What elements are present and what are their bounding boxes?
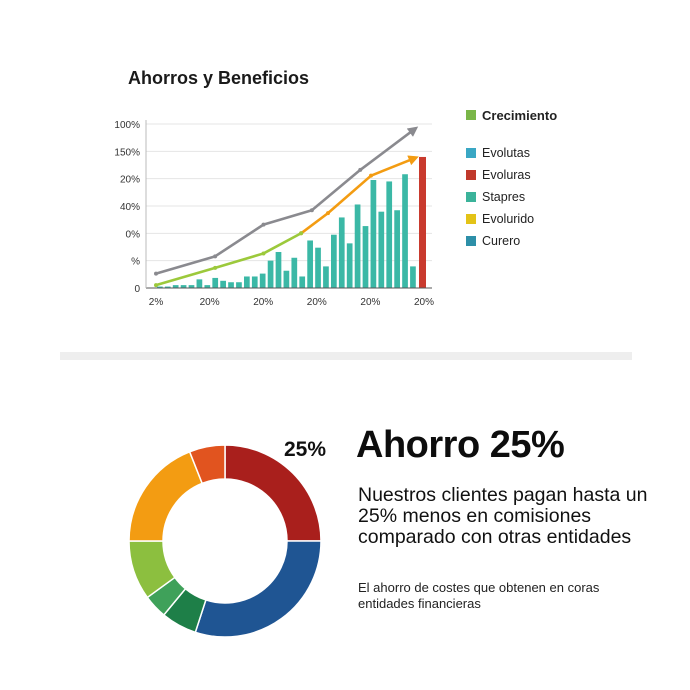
bar bbox=[355, 204, 361, 288]
bar bbox=[394, 210, 400, 288]
bar bbox=[371, 180, 377, 288]
line-point bbox=[262, 223, 266, 227]
bar bbox=[315, 248, 321, 288]
legend-label: Curero bbox=[482, 234, 521, 248]
x-tick-label: 20% bbox=[306, 297, 327, 308]
line-point bbox=[412, 156, 416, 160]
chart-legend bbox=[466, 104, 557, 252]
line-point bbox=[213, 254, 217, 258]
savings-description: Nuestros clientes pagan hasta un 25% menos en comisiones comparado con otras entidades bbox=[358, 484, 648, 548]
y-tick-label: 0 bbox=[134, 284, 140, 295]
x-tick-label: 20% bbox=[253, 297, 274, 308]
x-tick-label: 20% bbox=[199, 297, 220, 308]
line-point bbox=[154, 283, 158, 287]
bar bbox=[268, 261, 274, 288]
savings-headline: Ahorro 25% bbox=[356, 424, 565, 466]
legend-item bbox=[466, 164, 557, 186]
y-tick-label: 150% bbox=[114, 147, 140, 159]
bar bbox=[386, 181, 392, 288]
y-axis-ticks bbox=[114, 120, 140, 295]
bar bbox=[378, 212, 384, 288]
legend-label: Evolurido bbox=[482, 212, 535, 226]
bar bbox=[299, 276, 305, 288]
bar bbox=[402, 174, 408, 288]
bar bbox=[276, 252, 282, 288]
x-tick-label: 20% bbox=[413, 297, 435, 308]
legend-item bbox=[466, 208, 557, 230]
line-point bbox=[358, 168, 362, 172]
legend-swatch bbox=[466, 214, 476, 224]
legend-item bbox=[466, 186, 557, 208]
savings-donut-chart bbox=[120, 436, 330, 646]
highlight-bar bbox=[419, 157, 426, 288]
bar bbox=[212, 278, 218, 288]
legend-item bbox=[466, 230, 557, 252]
y-tick-label: 40% bbox=[119, 202, 140, 213]
bar bbox=[220, 281, 226, 288]
legend-label: Evolutas bbox=[482, 146, 530, 160]
donut-percentage-label: 25% bbox=[284, 438, 327, 461]
bar bbox=[260, 274, 266, 288]
line-point bbox=[310, 208, 314, 212]
line-point bbox=[154, 272, 158, 276]
legend-label: Evoluras bbox=[482, 168, 531, 182]
y-tick-label: 20% bbox=[119, 174, 140, 186]
legend-label: Stapres bbox=[482, 190, 526, 204]
line-point bbox=[213, 266, 217, 270]
bars bbox=[157, 157, 426, 288]
legend-header-swatch bbox=[466, 110, 476, 120]
bar bbox=[339, 217, 345, 288]
legend-header-label: Crecimiento bbox=[482, 107, 558, 123]
bar bbox=[228, 282, 234, 288]
bar bbox=[323, 266, 329, 288]
y-tick-label: % bbox=[131, 256, 140, 268]
legend-swatch bbox=[466, 236, 476, 246]
donut-slice bbox=[129, 452, 202, 541]
line-point bbox=[299, 231, 303, 235]
legend-swatch bbox=[466, 148, 476, 158]
bar bbox=[291, 258, 297, 288]
x-tick-label: 2% bbox=[148, 297, 164, 308]
bar bbox=[236, 282, 242, 288]
legend-items bbox=[466, 142, 557, 252]
savings-footnote: El ahorro de costes que obtenen en coras entidades financieras bbox=[358, 580, 600, 611]
line-point bbox=[412, 128, 416, 132]
bar bbox=[252, 276, 258, 288]
y-tick-label: 0% bbox=[125, 229, 140, 241]
legend-swatch bbox=[466, 170, 476, 180]
legend-swatch bbox=[466, 192, 476, 202]
y-tick-label: 100% bbox=[114, 120, 140, 131]
bar bbox=[284, 271, 290, 288]
section-divider bbox=[60, 352, 632, 360]
bar bbox=[331, 235, 337, 288]
line-point bbox=[326, 211, 330, 215]
chart-title: Ahorros y Beneficios bbox=[128, 68, 310, 88]
legend-item bbox=[466, 142, 557, 164]
bar bbox=[197, 279, 203, 288]
bar bbox=[410, 266, 416, 288]
x-tick-label: 20% bbox=[360, 297, 381, 308]
legend-header bbox=[466, 104, 557, 126]
bar bbox=[347, 243, 353, 288]
bar bbox=[307, 240, 313, 288]
savings-chart bbox=[0, 0, 690, 340]
line-point bbox=[369, 174, 373, 178]
donut-slice bbox=[195, 541, 321, 637]
bar bbox=[363, 226, 369, 288]
x-axis-ticks bbox=[149, 297, 434, 308]
bar bbox=[244, 276, 250, 288]
line-point bbox=[262, 251, 266, 255]
